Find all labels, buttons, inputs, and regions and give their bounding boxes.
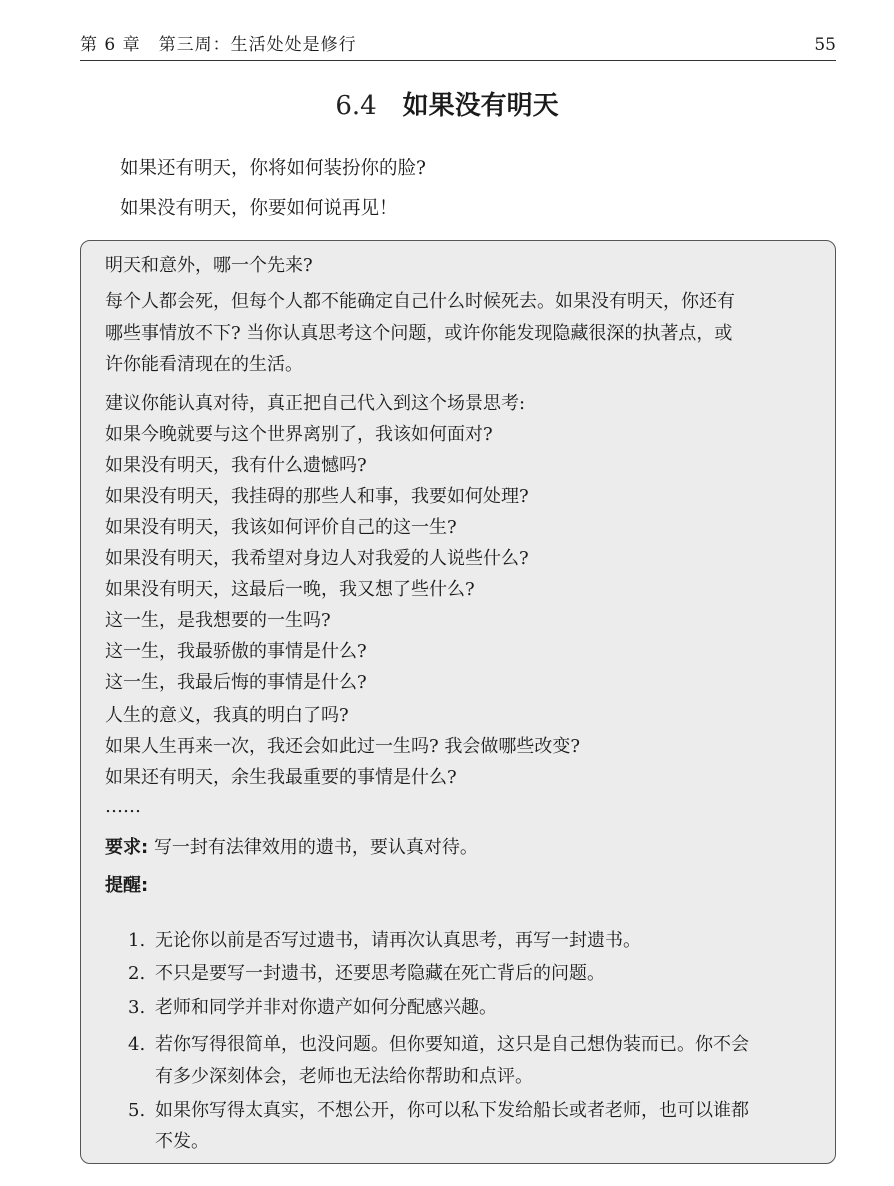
reflection-line: 如果没有明天，这最后一晚，我又想了些什么? [105, 579, 475, 600]
list-item-line: 不只是要写一封遗书，还要思考隐藏在死亡背后的问题。 [155, 963, 605, 984]
list-item-line: 若你写得很简单，也没问题。但你要知道，这只是自己想伪装而已。你不会 [155, 1034, 749, 1055]
intro-line: 如果还有明天，你将如何装扮你的脸? [120, 158, 426, 179]
reminder-label: 提醒: [105, 875, 149, 896]
section-number: 6.4 [335, 91, 377, 121]
reflection-line: 如果没有明天，我希望对身边人对我爱的人说些什么? [105, 548, 529, 569]
ellipsis-line: …… [105, 796, 141, 817]
reflection-line: 如果还有明天，余生我最重要的事情是什么? [105, 767, 457, 788]
list-number: 5. [128, 1100, 146, 1121]
reflection-line: 如果人生再来一次，我还会如此过一生吗? 我会做哪些改变? [105, 736, 581, 757]
list-item-line: 不发。 [155, 1131, 209, 1152]
requirement-line [105, 835, 478, 861]
paragraph-line: 哪些事情放不下? 当你认真思考这个问题，或许你能发现隐藏很深的执著点，或 [105, 323, 733, 344]
box-question: 明天和意外，哪一个先来? [105, 255, 313, 276]
list-number: 3. [128, 997, 146, 1018]
reflection-line: 这一生，我最后悔的事情是什么? [105, 672, 367, 693]
list-number: 1. [128, 930, 146, 951]
intro-line: 如果没有明天，你要如何说再见！ [120, 198, 398, 219]
paragraph-line: 每个人都会死，但每个人都不能确定自己什么时候死去。如果没有明天，你还有 [105, 291, 735, 312]
requirement-text: 写一封有法律效用的遗书，要认真对待。 [153, 837, 478, 858]
section-title [0, 86, 894, 126]
section-title-text: 如果没有明天 [402, 91, 559, 121]
reflection-line: 人生的意义，我真的明白了吗? [105, 705, 349, 726]
list-number: 2. [128, 963, 146, 984]
reflection-line: 如果没有明天，我挂碍的那些人和事，我要如何处理? [105, 486, 529, 507]
exercise-box [80, 240, 836, 1164]
reflection-line: 如果今晚就要与这个世界离别了，我该如何面对? [105, 424, 493, 445]
list-item-line: 无论你以前是否写过遗书，请再次认真思考，再写一封遗书。 [155, 930, 641, 951]
reflection-line: 如果没有明天，我该如何评价自己的这一生? [105, 517, 457, 538]
chapter-heading: 第 6 章 第三周：生活处处是修行 [80, 35, 357, 55]
paragraph-line: 许你能看清现在的生活。 [105, 354, 303, 375]
reflection-line: 建议你能认真对待，真正把自己代入到这个场景思考: [105, 393, 526, 414]
reflection-line: 这一生，是我想要的一生吗? [105, 610, 331, 631]
reflection-line: 如果没有明天，我有什么遗憾吗? [105, 455, 367, 476]
list-item-line: 如果你写得太真实，不想公开，你可以私下发给船长或者老师，也可以谁都 [155, 1100, 749, 1121]
reflection-line: 这一生，我最骄傲的事情是什么? [105, 641, 367, 662]
requirement-label: 要求: [105, 837, 149, 858]
running-header [80, 30, 836, 61]
list-item-line: 老师和同学并非对你遗产如何分配感兴趣。 [155, 997, 497, 1018]
page-number: 55 [814, 35, 836, 55]
list-item-line: 有多少深刻体会，老师也无法给你帮助和点评。 [155, 1066, 533, 1087]
list-number: 4. [128, 1034, 146, 1055]
